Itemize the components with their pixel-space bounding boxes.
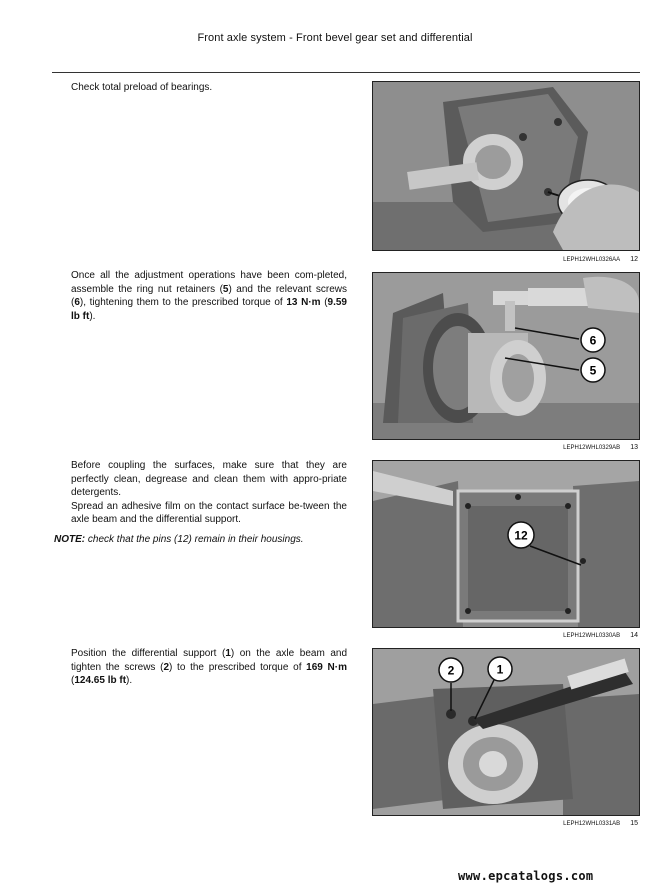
- figure-12-caption: [540, 256, 638, 263]
- callout-1: 1: [496, 662, 504, 677]
- page-header-title: Front axle system - Front bevel gear set and differential: [197, 32, 473, 44]
- figure-14-photo: [372, 460, 640, 628]
- callout-2: 2: [447, 663, 455, 678]
- header-divider: [52, 72, 640, 73]
- figure-15-code: LEPH12WHL0331AB: [563, 821, 621, 827]
- figure-15-number: 15: [630, 820, 638, 827]
- figure-12-code: LEPH12WHL0326AA: [563, 257, 621, 263]
- callout-12: 12: [514, 528, 528, 543]
- step-3-note: [54, 533, 354, 547]
- figure-15-photo: [372, 648, 640, 816]
- note-text: check that the pins (12) remain in their housings.: [85, 534, 304, 545]
- figure-12-photo: [372, 81, 640, 251]
- step-2-text: Once all the adjustment operations have been com-pleted, assemble the ring nut retainers (5) and the relevant screws (6), tightening them to the prescribed torque of 13 N·m (9.59 lb ft).: [71, 270, 348, 322]
- step-1-text: Check total preload of bearings.: [71, 82, 213, 93]
- figure-13-code: LEPH12WHL0329AB: [563, 445, 621, 451]
- figure-13-photo: [372, 272, 640, 440]
- figure-12-number: 12: [630, 256, 638, 263]
- figure-14-caption: [540, 632, 638, 639]
- callout-5: 5: [589, 363, 597, 378]
- figure-13-number: 13: [630, 444, 638, 451]
- step-3-text: Before coupling the surfaces, make sure that they are perfectly clean, degrease and clean them with appro-priate detergents. Spread an adhesive film on the contact surface be-tween the axle beam and the differential support.: [71, 460, 347, 525]
- figure-15-caption: [540, 820, 638, 827]
- figure-14-number: 14: [630, 632, 638, 639]
- note-label: NOTE:: [54, 534, 86, 545]
- footer-watermark-url: www.epcatalogs.com: [458, 869, 594, 883]
- step-4-text: Position the differential support (1) on the axle beam and tighten the screws (2) to the prescribed torque of 169 N·m (124.65 lb ft).: [71, 648, 348, 686]
- callout-6: 6: [589, 333, 597, 348]
- figure-14-code: LEPH12WHL0330AB: [563, 633, 621, 639]
- figure-13-caption: [540, 444, 638, 451]
